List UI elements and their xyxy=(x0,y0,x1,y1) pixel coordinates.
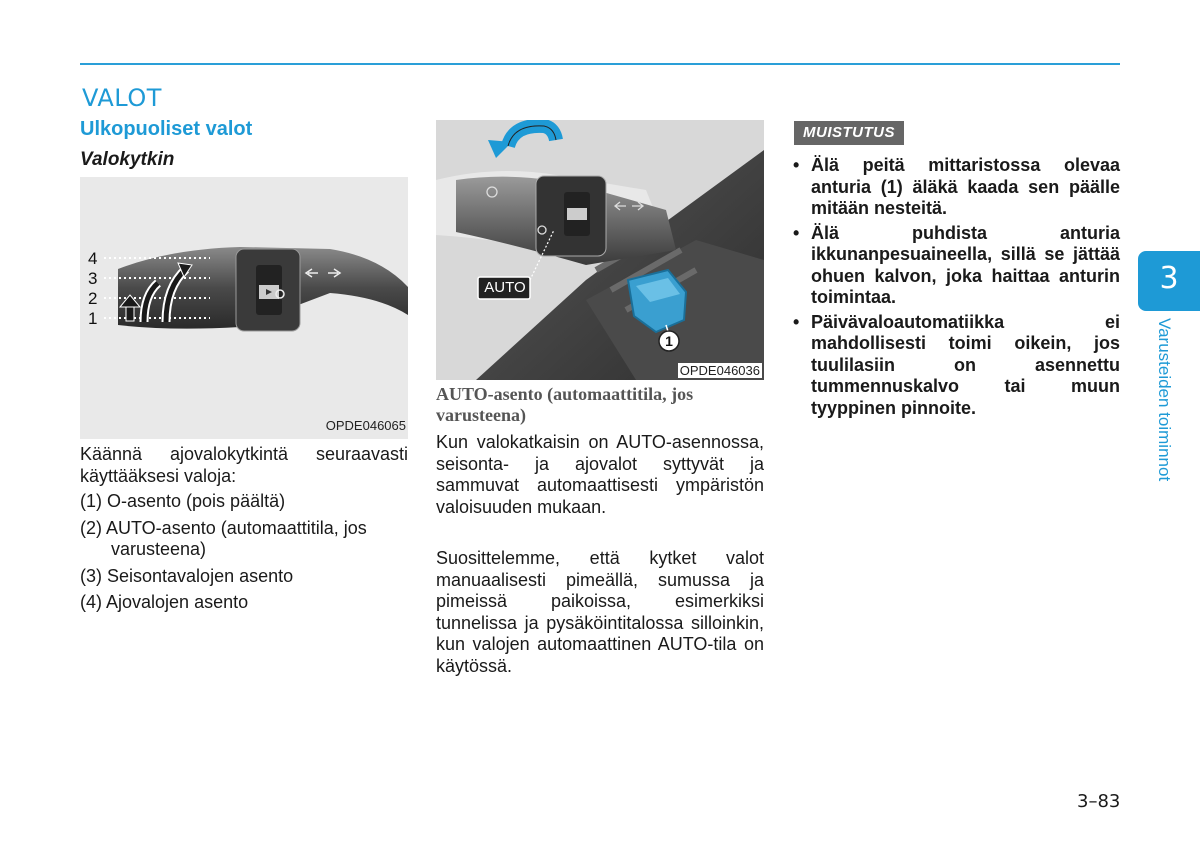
auto-paragraph-2: Suosittelemme, että kytket valot manuaalisesti pimeällä, sumussa ja pimeissä paikoissa, esimerkiksi tunnelissa ja pysäköintitalossa silloinkin, kun valojen automaattinen AUTO-tila on käytössä. xyxy=(436,548,764,676)
sensor-number: 1 xyxy=(665,333,673,349)
auto-label: AUTO xyxy=(484,279,526,296)
note-item: • Älä peitä mittaristossa olevaa anturia (1) äläkä kaada sen päälle mitään nesteitä. xyxy=(790,155,1120,220)
chapter-number: 3 xyxy=(1159,261,1179,296)
note-item: • Päivävaloautomatiikka ei mahdollisesti toimi oikein, jos tuulilasiin on asennettu tummennuskalvo tai muun tyyppinen pinnoite. xyxy=(790,312,1120,420)
auto-position-heading: AUTO-asento (automaattitila, jos varusteena) xyxy=(436,384,694,425)
list-item: (3) Seisontavalojen asento xyxy=(80,565,294,586)
figure-code: OPDE046036 xyxy=(679,363,760,378)
top-rule xyxy=(80,63,1120,65)
figure-code: OPDE046065 xyxy=(325,418,406,433)
position-numbers xyxy=(88,249,97,329)
list-item: (2) AUTO-asento (automaattitila, jos varusteena) xyxy=(80,517,367,559)
chapter-label xyxy=(1152,318,1176,503)
section-title: VALOT xyxy=(82,84,162,112)
item-title: Valokytkin xyxy=(80,149,175,170)
position-number: 4 xyxy=(88,249,98,268)
note-list xyxy=(790,155,1120,422)
light-switch-figure xyxy=(80,177,408,439)
subsection-title: Ulkopuoliset valot xyxy=(80,118,253,140)
auto-position-figure xyxy=(436,120,764,380)
list-item: (4) Ajovalojen asento xyxy=(80,592,249,612)
chapter-tab xyxy=(1138,251,1200,311)
list-item: (1) O-asento (pois päältä) xyxy=(80,491,286,511)
light-switch-stalk-illustration xyxy=(80,177,408,439)
note-badge: MUISTUTUS xyxy=(794,121,904,145)
auto-sensor-illustration xyxy=(436,120,764,380)
page-number: 3–83 xyxy=(1077,791,1121,812)
intro-paragraph: Käännä ajovalokytkintä seuraavasti käyttääksesi valoja: xyxy=(80,444,408,486)
position-number: 1 xyxy=(88,309,98,328)
position-number: 3 xyxy=(88,269,98,288)
light-positions-list xyxy=(80,491,408,619)
position-number: 2 xyxy=(88,289,98,308)
note-item: • Älä puhdista anturia ikkunanpesuaineella, sillä se jättää ohuen kalvon, joka haittaa anturin toimintaa. xyxy=(790,223,1120,309)
auto-paragraph-1: Kun valokatkaisin on AUTO-asennossa, seisonta- ja ajovalot syttyvät ja sammuvat automaattisesti ympäristön valoisuuden mukaan. xyxy=(436,432,764,517)
chapter-label-text: Varusteiden toiminnot xyxy=(1155,318,1174,482)
